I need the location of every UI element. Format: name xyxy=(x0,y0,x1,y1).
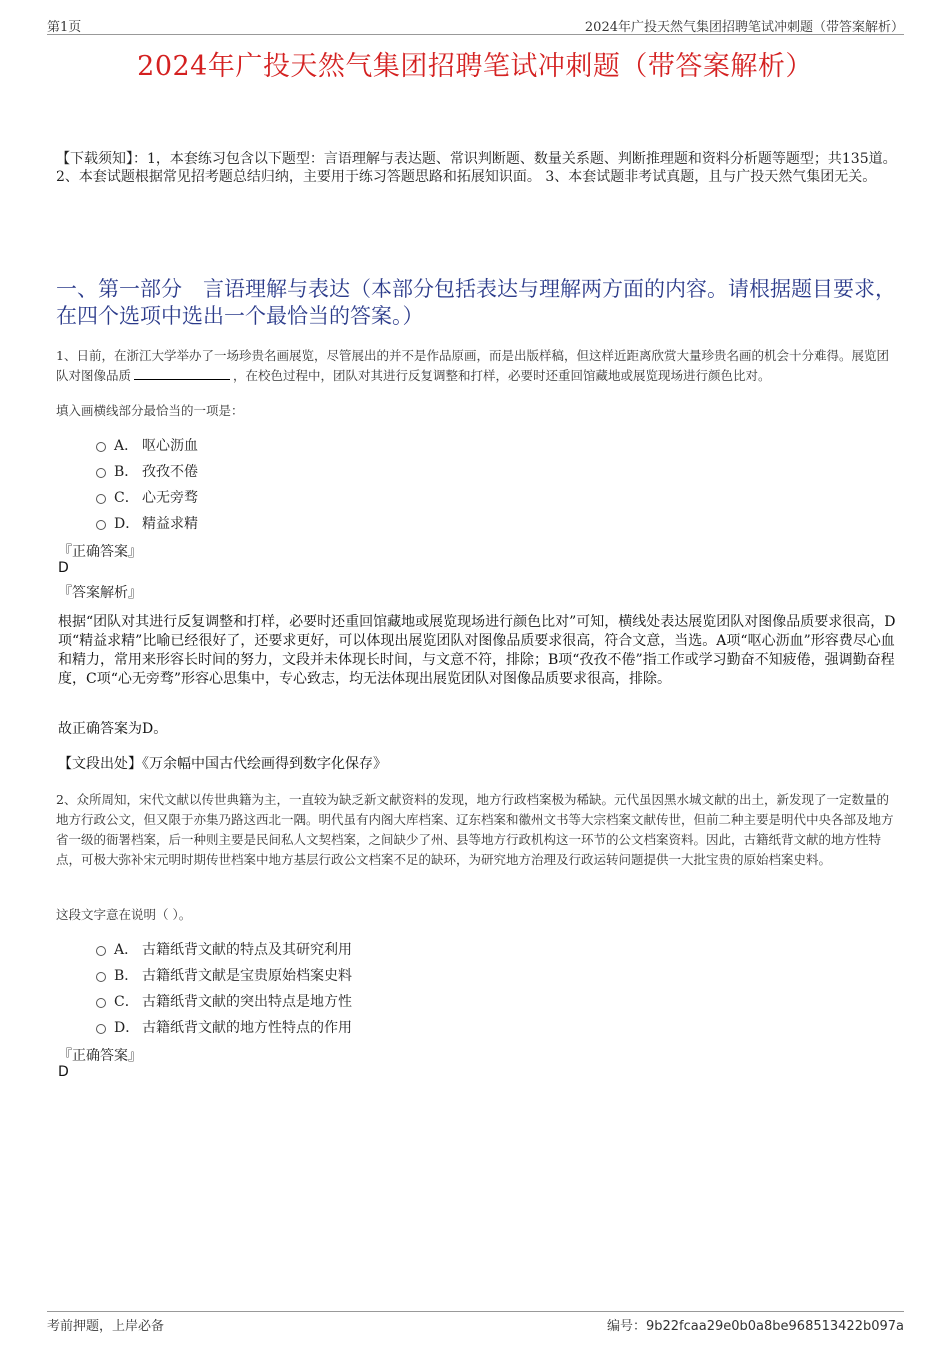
option-b[interactable] xyxy=(96,458,198,484)
passage-source: 【文段出处】《万余幅中国古代绘画得到数字化保存》 xyxy=(58,756,387,772)
option-letter: D． xyxy=(114,1020,140,1036)
question-1-options xyxy=(96,432,198,536)
fill-blank-line xyxy=(134,367,230,380)
radio-icon[interactable] xyxy=(96,998,106,1008)
option-c[interactable] xyxy=(96,484,198,510)
option-letter: C． xyxy=(114,994,139,1010)
option-c[interactable] xyxy=(96,988,352,1014)
option-text: 心无旁骛 xyxy=(142,490,198,506)
option-letter: A． xyxy=(114,942,139,958)
question-1-text xyxy=(56,346,898,386)
correct-answer: D xyxy=(58,560,69,576)
code-value: 9b22fcaa29e0b0a8be968513422b097a xyxy=(645,1319,904,1334)
option-letter: A． xyxy=(114,438,139,454)
question-1-prompt: 填入画横线部分最恰当的一项是： xyxy=(56,403,244,418)
radio-icon[interactable] xyxy=(96,468,106,478)
radio-icon[interactable] xyxy=(96,520,106,530)
footer-slogan: 考前押题，上岸必备 xyxy=(47,1319,165,1334)
question-2-prompt: 这段文字意在说明（ ）。 xyxy=(56,907,192,922)
radio-icon[interactable] xyxy=(96,494,106,504)
section-heading: 一、第一部分 言语理解与表达（本部分包括表达与理解两方面的内容。请根据题目要求，在四个选项中选出一个最恰当的答案。） xyxy=(56,277,896,328)
analysis-conclusion: 故正确答案为D。 xyxy=(58,721,168,737)
question-1-text-part-a: 1、日前，在浙江大学举办了一场珍贵名画展览，尽管展出的并不是作品原画，而是出版样稿，但这样近距离欣赏大量珍贵名画的机会十分难得。展览团队对图像品质 xyxy=(56,348,889,383)
document-code xyxy=(607,1315,904,1334)
option-letter: D． xyxy=(114,516,140,532)
code-label: 编号： xyxy=(606,1319,646,1334)
option-letter: B． xyxy=(114,968,139,984)
radio-icon[interactable] xyxy=(96,442,106,452)
analysis-label: 『答案解析』 xyxy=(58,585,142,601)
page-number: 第1页 xyxy=(47,20,82,35)
document-title: 2024年广投天然气集团招聘笔试冲刺题（带答案解析） xyxy=(137,51,813,82)
answer-analysis: 根据“团队对其进行反复调整和打样，必要时还重回馆藏地或展览现场进行颜色比对”可知，横线处表达展览团队对图像品质要求很高，D项“精益求精”比喻已经很好了，还要求更好，可以体现出展览团队对图像品质要求很高，符合文意，当选。A项“呕心沥血”形容费尽心血和精力，常用来形容长时间的努力，文段并未体现长时间，与文意不符，排除；B项“孜孜不倦”指工作或学习勤奋不知疲倦，强调勤奋程度，C项“心无旁骛”形容心思集中，专心致志，均无法体现出展览团队对图像品质要求很高，排除。 xyxy=(58,614,896,687)
download-notice: 【下载须知】：1，本套练习包含以下题型：言语理解与表达题、常识判断题、数量关系题、判断推理题和资料分析题等题型；共135道。 2、本套试题根据常见招考题总结归纳，主要用于练习答题思路和拓展知识面。 3、本套试题非考试真题，且与广投天然气集团无关。 xyxy=(56,151,897,185)
page-footer xyxy=(47,1311,904,1334)
correct-answer-label: 『正确答案』 xyxy=(58,1048,142,1064)
option-text: 孜孜不倦 xyxy=(142,464,198,480)
option-text: 古籍纸背文献的地方性特点的作用 xyxy=(142,1020,352,1036)
header-doc-title: 2024年广投天然气集团招聘笔试冲刺题（带答案解析） xyxy=(584,20,904,35)
radio-icon[interactable] xyxy=(96,972,106,982)
question-2-text: 2、众所周知，宋代文献以传世典籍为主，一直较为缺乏新文献资料的发现，地方行政档案极为稀缺。元代虽因黑水城文献的出土，新发现了一定数量的地方行政公文，但又限于亦集乃路这西北一隅。明代虽有内阁大库档案、辽东档案和徽州文书等大宗档案文献传世，但前二种主要是明代中央各部及地方省一级的衙署档案，后一种则主要是民间私人文契档案，之间缺少了州、县等地方行政机构这一环节的公文档案资料。因此，古籍纸背文献的地方性特点，可极大弥补宋元明时期传世档案中地方基层行政公文档案不足的缺环，为研究地方治理及行政运转问题提供一大批宝贵的原始档案史料。 xyxy=(56,792,894,867)
option-a[interactable] xyxy=(96,936,352,962)
option-text: 古籍纸背文献是宝贵原始档案史料 xyxy=(142,968,352,984)
radio-icon[interactable] xyxy=(96,1024,106,1034)
option-letter: B． xyxy=(114,464,139,480)
option-text: 古籍纸背文献的突出特点是地方性 xyxy=(142,994,352,1010)
option-d[interactable] xyxy=(96,1014,352,1040)
option-text: 精益求精 xyxy=(142,516,198,532)
option-a[interactable] xyxy=(96,432,198,458)
option-text: 呕心沥血 xyxy=(142,438,198,454)
option-text: 古籍纸背文献的特点及其研究利用 xyxy=(142,942,352,958)
option-d[interactable] xyxy=(96,510,198,536)
correct-answer: D xyxy=(58,1064,69,1080)
question-2-options xyxy=(96,936,352,1040)
option-b[interactable] xyxy=(96,962,352,988)
radio-icon[interactable] xyxy=(96,946,106,956)
correct-answer-label: 『正确答案』 xyxy=(58,544,142,560)
question-1-text-part-b: ，在校色过程中，团队对其进行反复调整和打样，必要时还重回馆藏地或展览现场进行颜色比对。 xyxy=(233,368,771,383)
option-letter: C． xyxy=(114,490,139,506)
page-header xyxy=(47,14,904,35)
